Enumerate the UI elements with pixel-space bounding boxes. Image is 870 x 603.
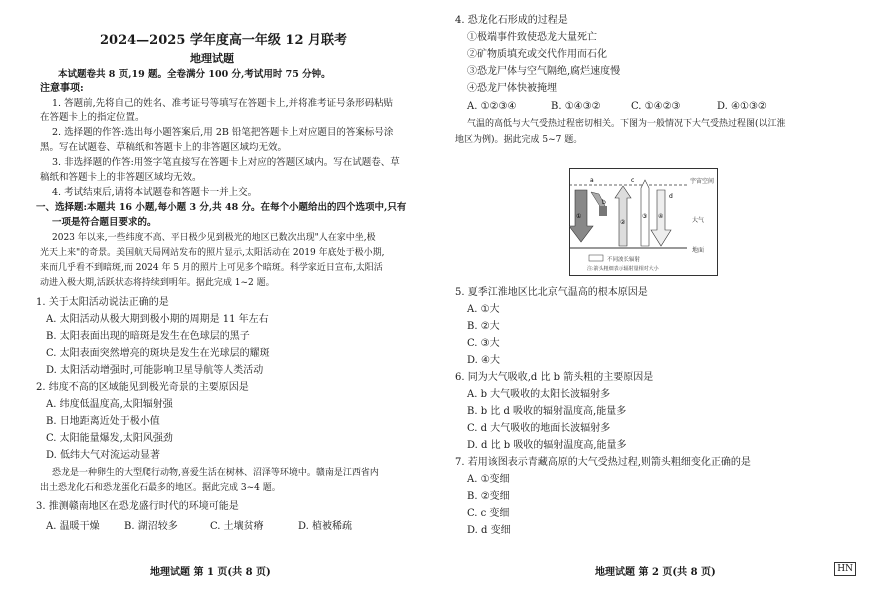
legend-text-2: 注:箭头粗细表示辐射量相对大小 xyxy=(587,266,659,272)
subject-title: 地理试题 xyxy=(190,52,234,65)
absorbed-block xyxy=(599,206,607,216)
arrow-label-3: ③ xyxy=(642,213,648,220)
q2-option-a[interactable]: A. 纬度低温度高,太阳辐射强 xyxy=(46,399,173,410)
question-4: 4. 恐龙化石形成的过程是 xyxy=(455,15,568,26)
question-7: 7. 若用该图表示青藏高原的大气受热过程,则箭头粗细变化正确的是 xyxy=(455,457,751,468)
q5-option-b[interactable]: B. ②大 xyxy=(467,321,500,332)
q7-option-c[interactable]: C. c 变细 xyxy=(467,508,510,519)
q6-option-a[interactable]: A. b 大气吸收的太阳长波辐射多 xyxy=(467,389,611,400)
label-outer-space: 宇宙空间 xyxy=(690,178,715,185)
left-page xyxy=(0,0,420,603)
question-5: 5. 夏季江淮地区比北京气温高的根本原因是 xyxy=(455,287,648,298)
exam-title: 2024—2025 学年度高一年级 12 月联考 xyxy=(100,33,348,48)
q7-option-b[interactable]: B. ②变细 xyxy=(467,491,510,502)
right-page xyxy=(435,0,855,603)
note-line: 在答题卡上的指定位置。 xyxy=(40,112,145,123)
arrow-label-b: b xyxy=(602,199,606,206)
q6-option-d[interactable]: D. d 比 b 吸收的辐射温度高,能量多 xyxy=(467,440,627,451)
q7-option-a[interactable]: A. ①变细 xyxy=(467,474,510,485)
question-1: 1. 关于太阳活动说法正确的是 xyxy=(36,297,169,308)
q1-option-b[interactable]: B. 太阳表面出现的暗斑是发生在色球层的黑子 xyxy=(46,331,250,342)
q4-step: ②矿物质填充或交代作用而石化 xyxy=(467,49,607,60)
note-line: 稿纸和答题卡上的非答题区域均无效。 xyxy=(40,172,202,183)
q2-option-c[interactable]: C. 太阳能量爆发,太阳风强劲 xyxy=(46,433,173,444)
passage-line: 恐龙是一种卵生的大型爬行动物,喜爱生活在树林、沼泽等环境中。赣南是江西省内 xyxy=(52,468,379,478)
q4-option-b[interactable]: B. ①④③② xyxy=(551,101,601,112)
q1-option-d[interactable]: D. 太阳活动增强时,可能影响卫星导航等人类活动 xyxy=(46,365,264,376)
arrow-label-d: d xyxy=(669,193,673,200)
label-atmosphere: 大气 xyxy=(692,217,705,224)
passage-line: 2023 年以来,一些纬度不高、平日极少见到极光的地区已数次出现"人在家中坐,极 xyxy=(52,233,376,243)
q1-option-a[interactable]: A. 太阳活动从极大期到极小期的周期是 11 年左右 xyxy=(46,314,269,325)
note-line: 3. 非选择题的作答:用签字笔直接写在答题卡上对应的答题区域内。写在试题卷、草 xyxy=(52,157,400,168)
q6-option-c[interactable]: C. d 大气吸收的地面长波辐射多 xyxy=(467,423,611,434)
q4-option-c[interactable]: C. ①④②③ xyxy=(631,101,681,112)
q1-option-c[interactable]: C. 太阳表面突然增亮的斑块是发生在光球层的耀斑 xyxy=(46,348,270,359)
arrow-label-2: ② xyxy=(620,219,626,226)
question-6: 6. 同为大气吸收,d 比 b 箭头粗的主要原因是 xyxy=(455,372,654,383)
arrow-label-4: ④ xyxy=(658,213,664,220)
passage-line: 动进入极大期,活跃状态将持续到明年。据此完成 1~2 题。 xyxy=(40,278,275,288)
q5-option-c[interactable]: C. ③大 xyxy=(467,338,500,349)
page-footer: 地理试题 第 1 页(共 8 页) xyxy=(150,567,271,578)
region-code-badge: HN xyxy=(834,562,856,576)
note-line: 4. 考试结束后,请将本试题卷和答题卡一并上交。 xyxy=(52,187,258,198)
q4-option-d[interactable]: D. ④①③② xyxy=(717,101,767,112)
page-footer: 地理试题 第 2 页(共 8 页) xyxy=(595,567,716,578)
question-2: 2. 纬度不高的区域能见到极光奇景的主要原因是 xyxy=(36,382,249,393)
q4-option-a[interactable]: A. ①②③④ xyxy=(467,101,517,112)
q2-option-d[interactable]: D. 低纬大气对流运动显著 xyxy=(46,450,161,461)
q2-option-b[interactable]: B. 日地距离近处于极小值 xyxy=(46,416,160,427)
q3-option-d[interactable]: D. 植被稀疏 xyxy=(298,521,353,532)
passage-line: 气温的高低与大气受热过程密切相关。下图为一般情况下大气受热过程图(以江淮 xyxy=(467,119,786,129)
q4-step: ①极端事件致使恐龙大量死亡 xyxy=(467,32,597,43)
q5-option-a[interactable]: A. ①大 xyxy=(467,304,500,315)
passage-line: 光天上来"的奇景。美国航天局网站发布的照片显示,太阳活动在 2019 年底处于极小期, xyxy=(40,248,385,258)
note-line: 2. 选择题的作答:选出每小题答案后,用 2B 铅笔把答题卡上对应题目的答案标号涂 xyxy=(52,127,394,138)
arrow-label-1: ① xyxy=(576,213,582,220)
q7-option-d[interactable]: D. d 变细 xyxy=(467,525,511,536)
intro-text: 本试题卷共 8 页,19 题。全卷满分 100 分,考试用时 75 分钟。 xyxy=(58,69,331,80)
q4-step: ③恐龙尸体与空气隔绝,腐烂速度慢 xyxy=(467,66,621,77)
arrow-label-c: c xyxy=(631,177,635,184)
passage-line: 来而几乎看不到暗斑,而 2024 年 5 月的照片上可见多个暗斑。科学家近日宣布,太阳活 xyxy=(40,263,383,273)
arrow-label-a: a xyxy=(590,177,594,184)
note-line: 黑。写在试题卷、草稿纸和答题卡上的非答题区域均无效。 xyxy=(40,142,288,153)
label-ground: 地面 xyxy=(692,247,705,254)
q3-option-c[interactable]: C. 土壤贫瘠 xyxy=(210,521,264,532)
q3-option-b[interactable]: B. 湖沼较多 xyxy=(124,521,178,532)
q4-step: ④恐龙尸体快被掩埋 xyxy=(467,83,557,94)
passage-line: 出土恐龙化石和恐龙蛋化石最多的地区。据此完成 3~4 题。 xyxy=(40,483,281,493)
note-line: 1. 答题前,先将自己的姓名、准考证号等填写在答题卡上,并将准考证号条形码粘贴 xyxy=(52,98,394,109)
q3-option-a[interactable]: A. 温暖干燥 xyxy=(46,521,100,532)
passage-line: 地区为例)。据此完成 5~7 题。 xyxy=(455,135,583,145)
q6-option-b[interactable]: B. b 比 d 吸收的辐射温度高,能量多 xyxy=(467,406,627,417)
notes-heading: 注意事项: xyxy=(40,83,84,94)
legend-text-1: 不同波长辐射 xyxy=(607,257,641,263)
section-heading: 一、选择题:本题共 16 小题,每小题 3 分,共 48 分。在每个小题给出的四个选项中,只有 xyxy=(36,202,407,213)
q5-option-d[interactable]: D. ④大 xyxy=(467,355,500,366)
question-3: 3. 推测赣南地区在恐龙盛行时代的环境可能是 xyxy=(36,501,239,512)
section-heading-cont: 一项是符合题目要求的。 xyxy=(52,217,157,228)
atmosphere-heating-diagram xyxy=(569,168,719,276)
